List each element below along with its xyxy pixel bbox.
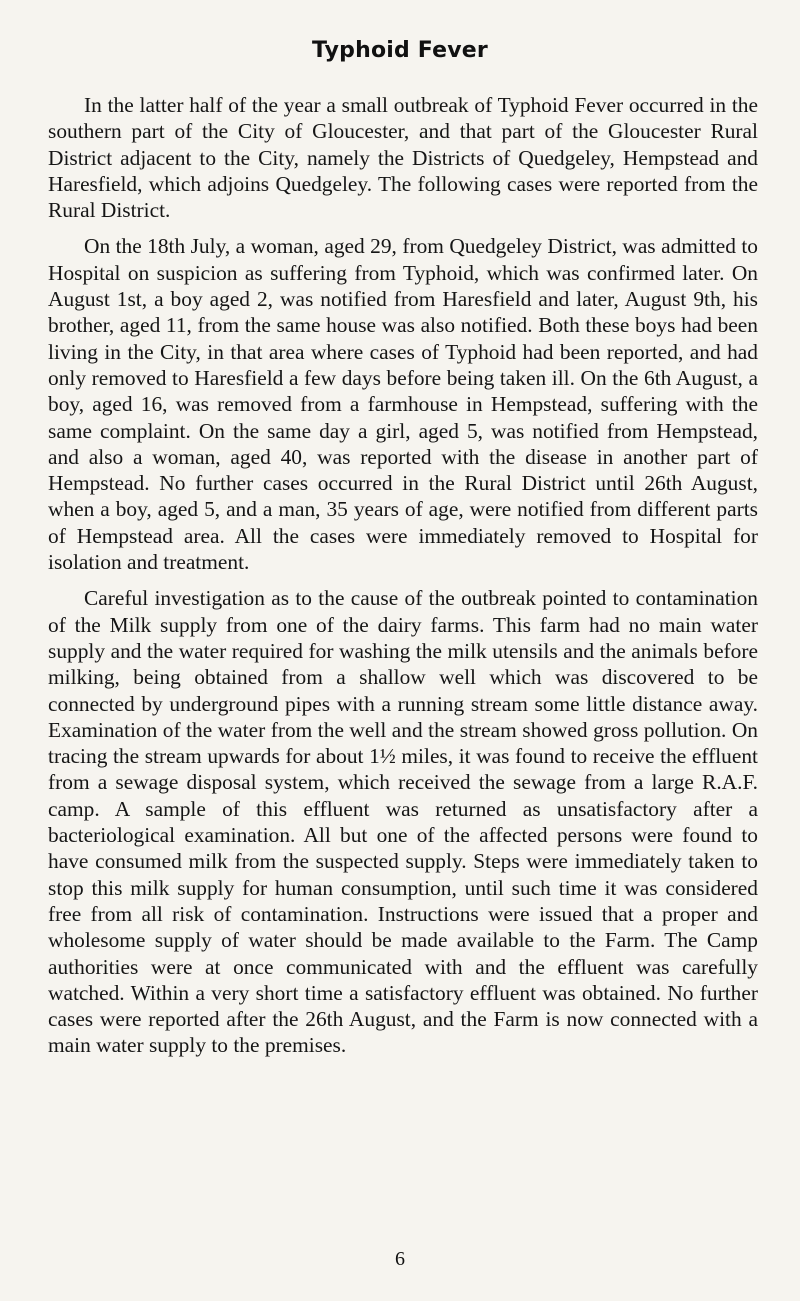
document-body xyxy=(48,92,758,1069)
paragraph-cases: On the 18th July, a woman, aged 29, from Quedgeley District, was admitted to Hospital on suspicion as suffering from Typhoid, which was confirmed later. On August 1st, a boy aged 2, was notified from Haresfield and later, August 9th, his brother, aged 11, from the same house was also notified. Both these boys had been living in the City, in that area where cases of Typhoid had been reported, and had only removed to Haresfield a few days before being taken ill. On the 6th August, a boy, aged 16, was removed from a farmhouse in Hempstead, suffering with the same complaint. On the same day a girl, aged 5, was notified from Hempstead, and also a woman, aged 40, was reported with the disease in another part of Hempstead. No further cases occurred in the Rural District until 26th August, when a boy, aged 5, and a man, 35 years of age, were notified from different parts of Hempstead area. All the cases were immediately removed to Hospital for isolation and treatment. xyxy=(48,234,758,575)
page-number: 6 xyxy=(395,1248,405,1270)
page-title: Typhoid Fever xyxy=(312,38,488,63)
paragraph-investigation: Careful investigation as to the cause of the outbreak pointed to contamination of the Milk supply from one of the dairy farms. This farm had no main water supply and the water required for washing the milk utensils and the animals before milking, being obtained from a shallow well which was discovered to be connected by underground pipes with a running stream some little distance away. Examination of the water from the well and the stream showed gross pollution. On tracing the stream upwards for about 1½ miles, it was found to receive the effluent from a sewage disposal system, which received the sewage from a large R.A.F. camp. A sample of this effluent was returned as unsatisfactory after a bacteriological examination. All but one of the affected persons were found to have consumed milk from the suspected supply. Steps were immediately taken to stop this milk supply for human consumption, until such time it was considered free from all risk of contamination. Instructions were issued that a proper and wholesome supply of water should be made available to the Farm. The Camp authorities were at once communicated with and the effluent was carefully watched. Within a very short time a satisfactory effluent was obtained. No further cases were reported after the 26th August, and the Farm is now connected with a main water supply to the premises. xyxy=(48,586,758,1058)
paragraph-intro: In the latter half of the year a small outbreak of Typhoid Fever occurred in the southern part of the City of Gloucester, and that part of the Gloucester Rural District adjacent to the City, namely the Districts of Quedgeley, Hempstead and Haresfield, which adjoins Quedgeley. The following cases were reported from the Rural District. xyxy=(48,93,758,223)
